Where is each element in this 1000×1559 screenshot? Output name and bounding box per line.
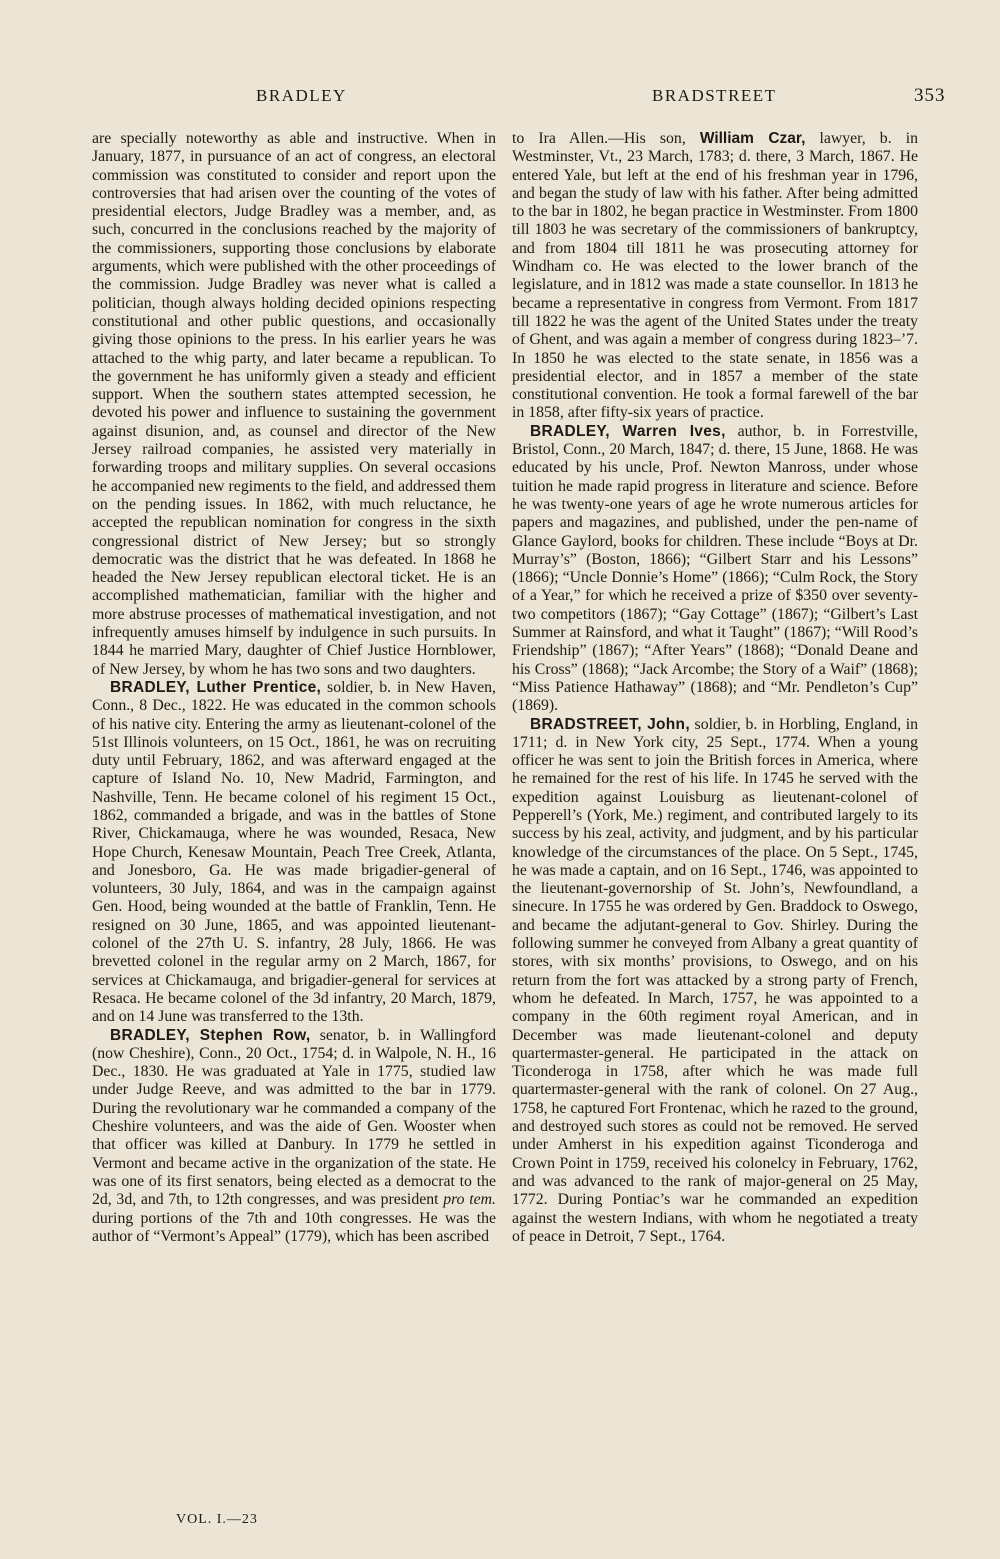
running-head-left: BRADLEY bbox=[256, 86, 347, 105]
entry-text: soldier, b. in Horbling, England, in 1711; d. in New York city, 25 Sept., 1774. When a young officer he was sent to join the British forces in America, where he remained for the rest of his life. In 1745 he served with the expedition against Louisburg as lieutenant-colonel of Pepperell’s (York, Me.) regiment, and contributed largely to its success by his zeal, activity, and judgment, and by his particular knowledge of the circumstances of the place. On 5 Sept., 1745, he was made a captain, and on 16 Sept., 1746, was appointed to the lieutenant-governorship of St. John’s, Newfoundland, a sinecure. In 1755 he was ordered by Gen. Braddock to Oswego, and became the adjutant-general to Gov. Shirley. During the following summer he conveyed from Albany a great quantity of stores, with six months’ provisions, to Oswego, and on his return from the fort was attacked by a strong party of French, whom he defeated. In March, 1757, he was appointed to a company in the 60th regiment royal American, and in December was made lieutenant-colonel and deputy quartermaster-general. He participated in the attack on Ticonderoga in 1758, after which he was made full quartermaster-general with the rank of colonel. On 27 Aug., 1758, he captured Fort Frontenac, which he razed to the ground, and destroyed such stores as could not be removed. He served under Amherst in his expedition against Ticonderoga and Crown Point in 1759, received his colonelcy in February, 1762, and was advanced to the rank of major-general on 25 May, 1772. During Pontiac’s war he commanded an expedition against the western Indians, with whom he negotiated a treaty of peace in Detroit, 7 Sept., 1764. bbox=[512, 715, 918, 1245]
left-column bbox=[92, 130, 496, 1246]
entry-headword: BRADSTREET, John, bbox=[530, 715, 690, 733]
entry-text: during portions of the 7th and 10th congresses. He was the author of “Vermont’s Appeal” (1779), which has been ascribed bbox=[92, 1209, 496, 1245]
sub-entry-name: William Czar, bbox=[699, 130, 806, 147]
running-head-right: BRADSTREET bbox=[652, 86, 777, 105]
entry-bradstreet-john bbox=[512, 716, 918, 1247]
entry-headword: BRADLEY, Warren Ives, bbox=[530, 422, 726, 440]
entry-headword: BRADLEY, Stephen Row, bbox=[110, 1026, 311, 1044]
entry-text: soldier, b. in New Haven, Conn., 8 Dec., 1822. He was educated in the common schools of his native city. Entering the army as lieutenant-colonel of the 51st Illinois volunteers, on 15 Oct., 1861, he was on recruiting duty until February, 1862, and was afterward engaged at the capture of Island No. 10, New Madrid, Farmington, and Nashville, Tenn. He became colonel of his regiment 15 Oct., 1862, commanded a brigade, and was in the battles of Stone River, Chickamauga, where he was wounded, Resaca, New Hope Church, Kenesaw Mountain, Peach Tree Creek, Atlanta, and Jonesboro, Ga. He was made brigadier-general of volunteers, 30 July, 1864, and was in the campaign against Gen. Hood, being wounded at the battle of Franklin, Tenn. He resigned on 30 June, 1865, and was appointed lieutenant-colonel of the 27th U. S. infantry, 28 July, 1866. He was brevetted colonel in the regular army on 2 March, 1867, for services at Chickamauga, and brigadier-general for services at Resaca. He became colonel of the 3d infantry, 20 March, 1879, and on 14 June was transferred to the 13th. bbox=[92, 678, 496, 1026]
page-number: 353 bbox=[914, 85, 946, 106]
volume-signature: VOL. I.—23 bbox=[176, 1512, 258, 1527]
italic-text: pro tem. bbox=[443, 1191, 496, 1209]
continued-paragraph: are specially noteworthy as able and instructive. When in January, 1877, in pursuance of an act of congress, an electoral commission was constituted to consider and report upon the controversies that had arisen over the counting of the votes of presidential electors, Judge Bradley was a member, and, as such, concurred in the conclusions reached by the majority of the commissioners, supporting those conclusions by elaborate arguments, which were published with the other proceedings of the commission. Judge Bradley was never what is called a politician, though always holding decided opinions respecting constitutional and other public questions, and occasionally giving those opinions to the press. In his earlier years he was attached to the whig party, and later became a republican. To the government he has uniformly given a steady and efficient support. When the southern states attempted secession, he devoted his power and influence to sustaining the government against disunion, and, as counsel and director of the New Jersey railroad companies, he assisted very materially in forwarding troops and military supplies. On several occasions he accompanied new regiments to the field, and addressed them on the pending issues. In 1862, with much reluctance, he accepted the republican nomination for congress in the sixth congressional district of New Jersey; but so strongly democratic was the district that he was defeated. In 1868 he headed the New Jersey republican electoral ticket. He is an accomplished mathematician, familiar with the higher and more abstruse processes of mathematical investigation, and not infrequently amuses himself by indulgence in such pursuits. In 1844 he married Mary, daughter of Chief Justice Hornblower, of New Jersey, by whom he has two sons and two daughters. bbox=[92, 130, 496, 678]
right-column bbox=[512, 130, 918, 1246]
continued-paragraph bbox=[512, 130, 918, 423]
entry-bradley-luther-prentice bbox=[92, 679, 496, 1027]
entry-headword: BRADLEY, Luther Prentice, bbox=[110, 678, 322, 696]
entry-text: lawyer, b. in Westminster, Vt., 23 March, 1783; d. there, 3 March, 1867. He entered Yale, but left at the end of his freshman year in 1796, and began the study of law with his father. After being admitted to the bar in 1802, he began practice in Westminster. From 1800 till 1803 he was secretary of the commissioners of bankruptcy, and from 1804 till 1811 he was prosecuting attorney for Windham co. He was elected to the lower branch of the legislature, and in 1812 was made a state counsellor. In 1813 he became a representative in congress from Vermont. From 1817 till 1822 he was the agent of the United States under the treaty of Ghent, and was again a member of congress during 1823–’7. In 1850 he was elected to the state senate, in 1856 was a presidential elector, and in 1857 a member of the state constitutional convention. He took a formal farewell of the bar in 1858, after fifty-six years of practice. bbox=[512, 130, 918, 422]
entry-bradley-warren-ives bbox=[512, 423, 918, 716]
entry-bradley-stephen-row bbox=[92, 1027, 496, 1247]
entry-text: author, b. in Forrestville, Bristol, Conn., 20 March, 1847; d. there, 15 June, 1868. He was educated by his uncle, Prof. Newton Manross, under whose tuition he made rapid progress in literature and science. Before he was twenty-one years of age he wrote numerous articles for papers and magazines, and published, under the pen-name of Glance Gaylord, books for children. These include “Boys at Dr. Murray’s” (Boston, 1866); “Gilbert Starr and his Lessons” (1866); “Uncle Donnie’s Home” (1866); “Culm Rock, the Story of a Year,” for which he received a prize of $350 over seventy-two competitors (1867); “Gay Cottage” (1867); “Gilbert’s Last Summer at Rainsford, and what it Taught” (1867); “Will Rood’s Friendship” (1867); “After Years” (1868); “Donald Deane and his Cross” (1868); “Jack Arcombe; the Story of a Waif” (1868); “Miss Patience Hathaway” (1868); and “Mr. Pendleton’s Cup” (1869). bbox=[512, 422, 918, 715]
entry-text: to Ira Allen.—His son, bbox=[512, 130, 700, 147]
entry-text: senator, b. in Wallingford (now Cheshire), Conn., 20 Oct., 1754; d. in Walpole, N. H., 16 Dec., 1830. He was graduated at Yale in 1775, studied law under Judge Reeve, and was admitted to the bar in 1779. During the revolutionary war he commanded a company of the Cheshire volunteers, and was the aide of Gen. Wooster when that officer was killed at Danbury. In 1779 he settled in Vermont and became active in the organization of the state. He was one of its first senators, being elected as a democrat to the 2d, 3d, and 7th, to 12th congresses, and was president bbox=[92, 1026, 496, 1209]
